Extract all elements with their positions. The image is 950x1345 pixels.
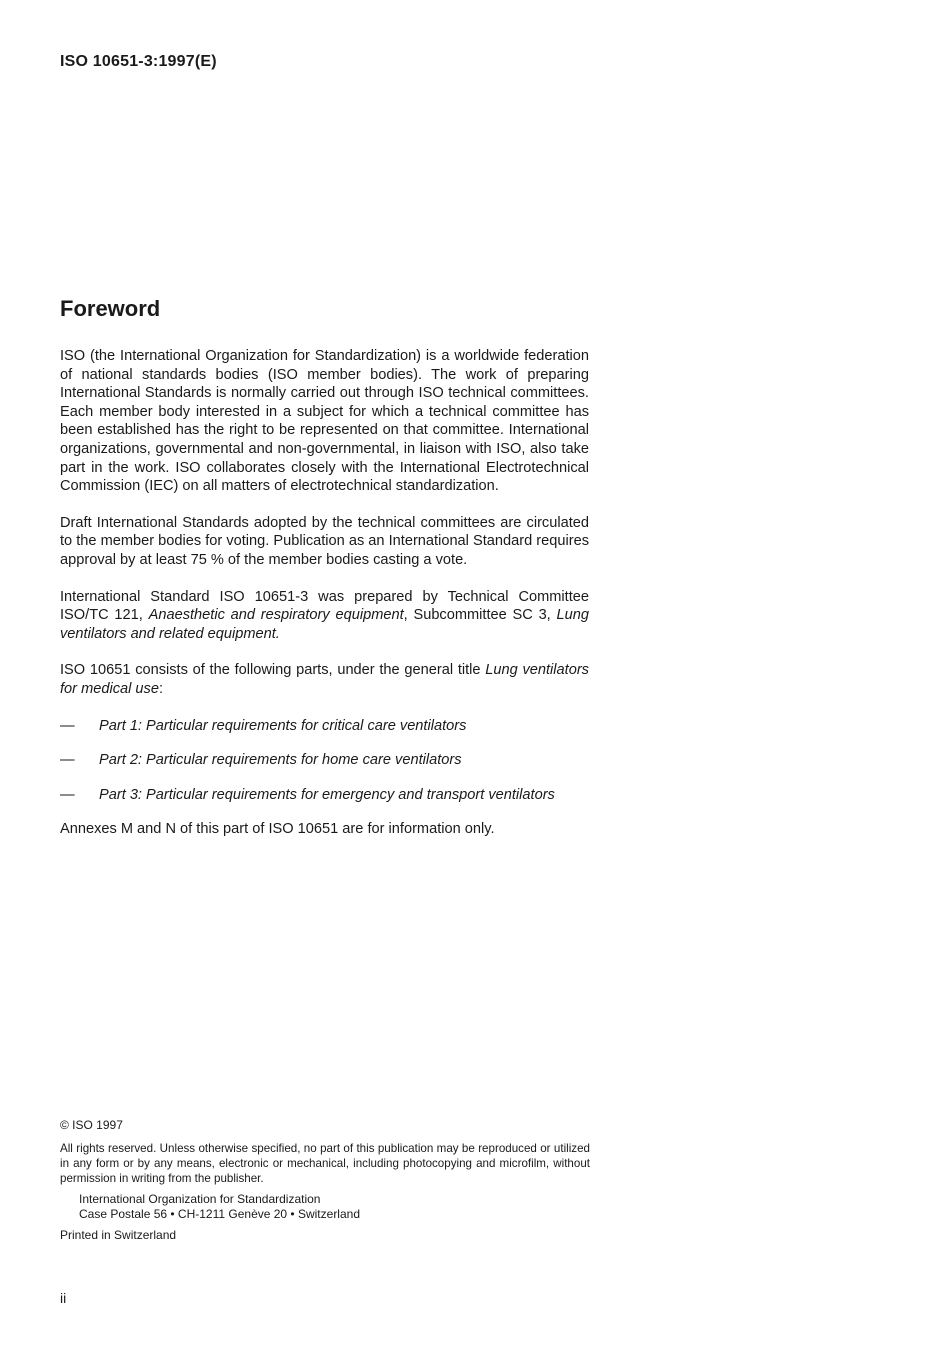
prepared-by-mid: , Subcommittee SC 3, (403, 607, 557, 624)
page-number: ii (60, 1290, 67, 1306)
part-3-title: Part 3: Particular requirements for emergency and transport ventilators (99, 786, 555, 803)
parts-list (60, 717, 589, 805)
paragraph-annexes: Annexes M and N of this part of ISO 10651 are for information only. (60, 821, 495, 838)
subcommittee-name: Lung ventilators and related equipment. (60, 607, 589, 642)
foreword-heading: Foreword (60, 296, 161, 321)
general-title: Lung ventilators for medical use (60, 662, 589, 697)
parts-intro-suffix: : (158, 680, 164, 697)
paragraph-prepared-by (60, 588, 589, 644)
part-2-title: Part 2: Particular requirements for home care ventilators (99, 752, 462, 769)
copyright-notice: © ISO 1997 (60, 1118, 123, 1132)
list-item (60, 786, 589, 805)
paragraph-draft-standards: Draft International Standards adopted by the technical committees are circulated to the member bodies for voting. Publication as an International Standard requires approval by at least 75 % of the member bodies casting a vote. (60, 514, 589, 568)
dash-bullet: — (60, 786, 75, 803)
paragraph-parts-intro (60, 661, 589, 698)
publisher-address (79, 1192, 590, 1222)
part-1-title: Part 1: Particular requirements for critical care ventilators (99, 717, 467, 734)
dash-bullet: — (60, 717, 75, 734)
paragraph-iso-description: ISO (the International Organization for Standardization) is a worldwide federation of national standards bodies (ISO member bodies). The work of preparing International Standards is normally carried out through ISO technical committees. Each member body interested in a subject for which a technical committee has been established has the right to be represented on that committee. International organizations, governmental and non-governmental, in liaison with ISO, also take part in the work. ISO collaborates closely with the International Electrotechnical Commission (IEC) on all matters of electrotechnical standardization. (60, 348, 589, 495)
org-address: Case Postale 56 • CH-1211 Genève 20 • Switzerland (79, 1207, 360, 1221)
printed-in: Printed in Switzerland (60, 1228, 177, 1242)
parts-intro-prefix: ISO 10651 consists of the following parts, under the general title (60, 662, 486, 679)
list-item (60, 717, 589, 736)
committee-name: Anaesthetic and respiratory equipment (148, 607, 404, 624)
prepared-by-prefix: International Standard ISO 10651-3 was prepared by Technical Committee ISO/TC 121, (60, 588, 589, 624)
copyright-block (60, 1118, 590, 1243)
dash-bullet: — (60, 752, 75, 769)
rights-statement: All rights reserved. Unless otherwise specified, no part of this publication may be reproduced or utilized in any form or by any means, electronic or mechanical, including photocopying and microfilm, without permission in writing from the publisher. (60, 1142, 590, 1185)
foreword-body (60, 347, 589, 857)
list-item (60, 751, 589, 770)
document-identifier: ISO 10651-3:1997(E) (60, 53, 217, 70)
org-name: International Organization for Standardization (79, 1192, 321, 1206)
